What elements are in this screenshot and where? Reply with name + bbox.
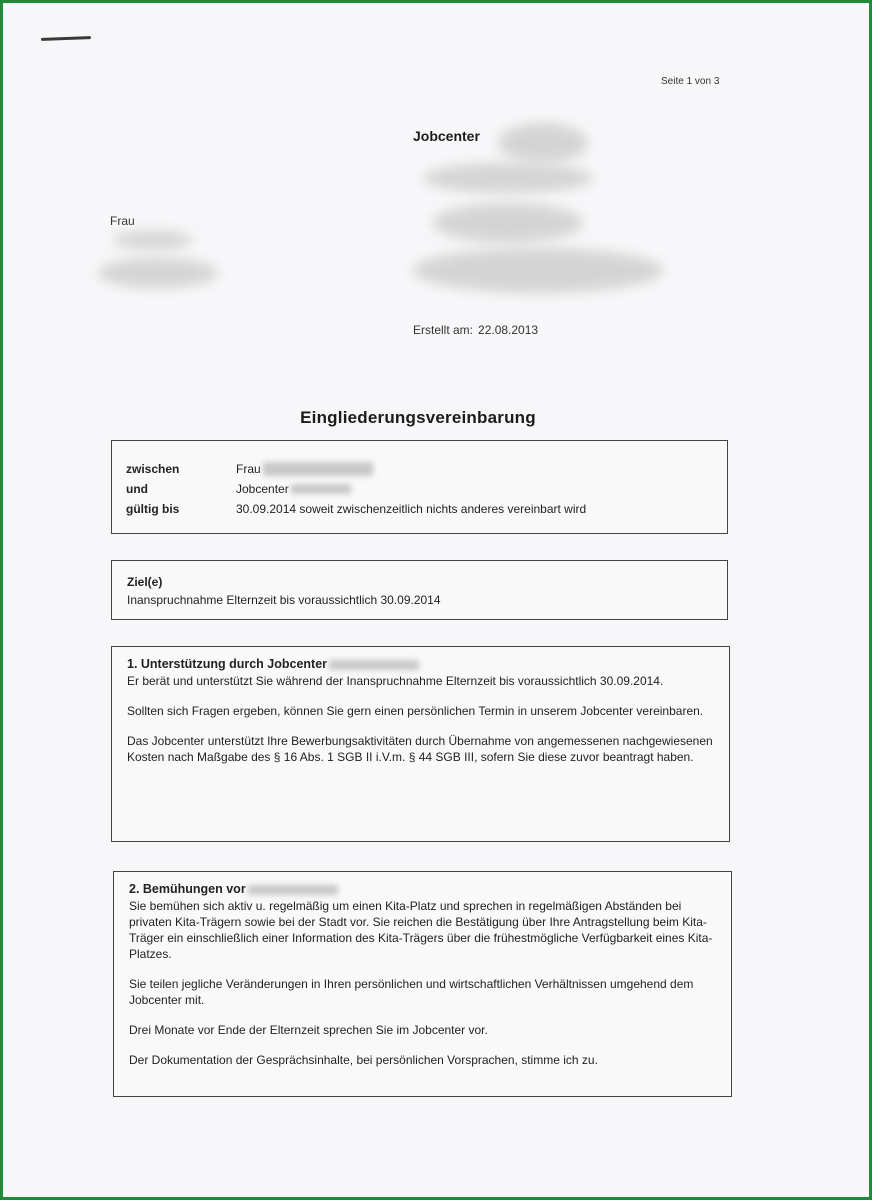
party-label: gültig bis: [126, 502, 180, 516]
redacted-recipient-address: [98, 258, 218, 288]
party-row: [126, 499, 713, 519]
party-value: Frau: [236, 462, 261, 476]
goal-text: Inanspruchnahme Elternzeit bis voraussichtlich 30.09.2014: [127, 593, 441, 607]
redacted-sender-address: [413, 248, 663, 293]
party-row: [126, 479, 713, 499]
page-number: Seite 1 von 3: [661, 76, 720, 87]
section-paragraph: Der Dokumentation der Gesprächsinhalte, bei persönlichen Vorsprachen, stimme ich zu.: [129, 1053, 598, 1067]
redacted-name: [291, 484, 351, 494]
document-title: Eingliederungsvereinbarung: [300, 408, 536, 427]
redacted-name: [263, 462, 373, 476]
section-paragraph: Sie teilen jegliche Veränderungen in Ihren persönlichen und wirtschaftlichen Verhältnissen umgehend dem Jobcenter mit.: [129, 977, 694, 1007]
section-support: [111, 646, 730, 842]
section-paragraph: Er berät und unterstützt Sie während der Inanspruchnahme Elternzeit bis voraussichtlich 30.09.2014.: [127, 674, 664, 688]
redacted-name: [248, 885, 338, 895]
section-title: [129, 881, 716, 897]
redacted-name: [329, 660, 419, 670]
section-paragraph: Sie bemühen sich aktiv u. regelmäßig um einen Kita-Platz und sprechen in regelmäßigen Abständen bei privaten Kita-Trägern sowie bei der Stadt vor. Sie reichen die Bestätigung über Ihre Antragstellung beim Kita-Träger ein einschließlich einer Information des Kita-Trägers über die frühestmögliche Verfügbarkeit eines Kita-Platzes.: [129, 899, 713, 961]
redacted-sender-address: [423, 163, 593, 193]
created-date: [413, 323, 543, 337]
recipient-salutation: Frau: [110, 214, 135, 228]
party-value: 30.09.2014 soweit zwischenzeitlich nichts anderes vereinbart wird: [236, 502, 587, 516]
section-title: [127, 656, 714, 672]
goal-box: [111, 560, 728, 620]
sender-name: Jobcenter: [413, 128, 480, 144]
scan-mark: [41, 36, 91, 41]
section-title-text: 2. Bemühungen vor: [129, 882, 246, 896]
created-label: Erstellt am:: [413, 323, 474, 337]
party-label: und: [126, 482, 148, 496]
redacted-recipient-name: [113, 231, 193, 249]
redacted-sender-address: [498, 123, 588, 163]
parties-box: [111, 440, 728, 534]
section-paragraph: Das Jobcenter unterstützt Ihre Bewerbungsaktivitäten durch Übernahme von angemessenen nachgewiesenen Kosten nach Maßgabe des § 16 Abs. 1 SGB II i.V.m. § 44 SGB III, sofern Sie diese zuvor beantragt haben.: [127, 734, 713, 764]
party-row: [126, 459, 713, 479]
section-efforts: [113, 871, 732, 1097]
redacted-sender-address: [433, 203, 583, 243]
goal-heading: Ziel(e): [127, 575, 163, 589]
party-label: zwischen: [126, 462, 180, 476]
section-paragraph: Drei Monate vor Ende der Elternzeit sprechen Sie im Jobcenter vor.: [129, 1023, 488, 1037]
section-paragraph: Sollten sich Fragen ergeben, können Sie gern einen persönlichen Termin in unserem Jobcenter vereinbaren.: [127, 704, 704, 718]
created-value: 22.08.2013: [478, 323, 539, 337]
party-value: Jobcenter: [236, 482, 289, 496]
section-title-text: 1. Unterstützung durch Jobcenter: [127, 657, 328, 671]
